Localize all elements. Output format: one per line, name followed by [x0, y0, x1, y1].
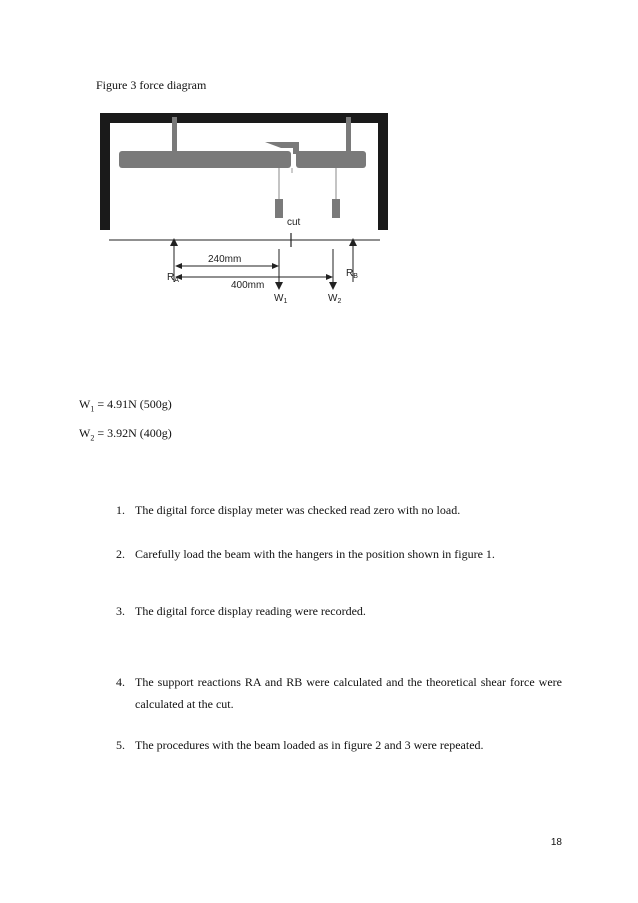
- cut-link-vertical: [293, 142, 299, 154]
- dim-240-label: 240mm: [208, 254, 242, 265]
- dim-240-arrow-left: [175, 263, 182, 269]
- dim-400-arrow-right: [326, 274, 333, 280]
- support-rod-right: [346, 117, 351, 153]
- frame-left-post: [100, 113, 110, 230]
- dim-240-arrow-right: [272, 263, 279, 269]
- w2-label: $W_2$: [328, 293, 342, 305]
- load-w2-line: $W_2 = 3.92N$ (400g): [79, 426, 172, 443]
- frame-right-post: [378, 113, 388, 230]
- step-1: 1. The digital force display meter was checked read zero with no load.: [116, 503, 461, 517]
- ra-arrow-head: [170, 238, 178, 246]
- rb-arrow-head: [349, 238, 357, 246]
- step-5: 5. The procedures with the beam loaded as in figure 2 and 3 were repeated.: [116, 738, 484, 752]
- beam-right: [296, 151, 366, 168]
- force-diagram: [0, 0, 638, 320]
- ra-label: $R_A$: [167, 272, 179, 284]
- beam-left: [119, 151, 291, 168]
- hanger-w2-weight: [332, 199, 340, 218]
- step-4: 4. The support reactions RA and RB were calculated and the theoretical shear force were calculated at the cut.: [116, 675, 562, 711]
- step-2: 2. Carefully load the beam with the hangers in the position shown in figure 1.: [116, 547, 495, 561]
- figure-caption: Figure 3 force diagram: [96, 78, 207, 92]
- page-number: 18: [550, 837, 562, 848]
- frame-top-bar: [100, 113, 388, 123]
- dim-400-label: 400mm: [231, 280, 265, 291]
- w1-arrow-head: [275, 282, 283, 290]
- hanger-w1-weight: [275, 199, 283, 218]
- support-rod-left: [172, 117, 177, 153]
- cut-label: cut: [287, 217, 301, 228]
- rb-label: $R_B$: [346, 268, 358, 280]
- w1-label: $W_1$: [274, 293, 288, 305]
- load-w1-line: $W_1 = 4.91N$ (500g): [79, 397, 172, 414]
- w2-arrow-head: [329, 282, 337, 290]
- step-3: 3. The digital force display reading were recorded.: [116, 604, 366, 618]
